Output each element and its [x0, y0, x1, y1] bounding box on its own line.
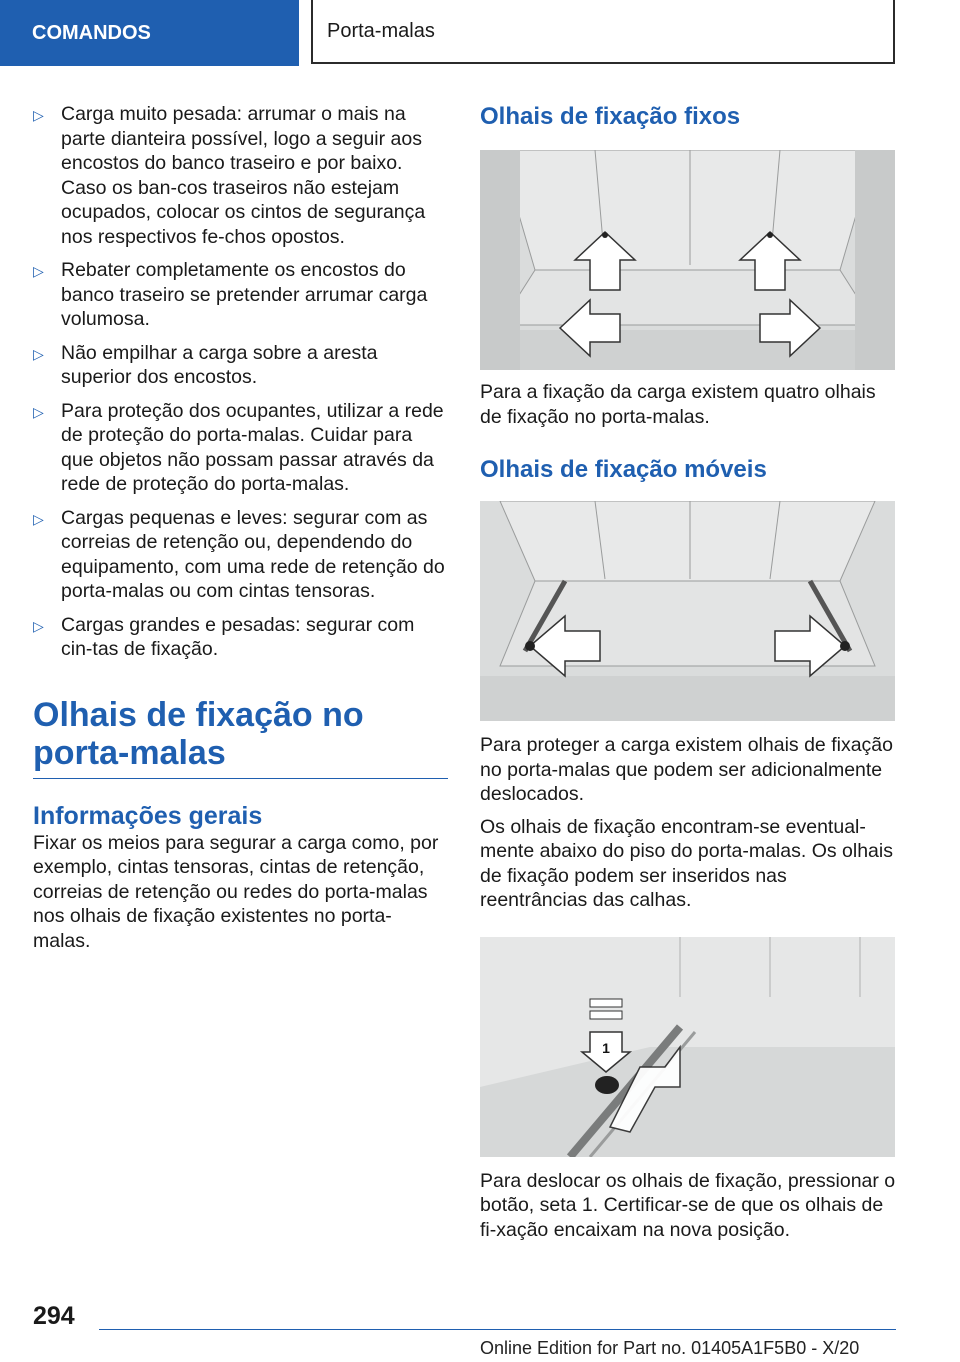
list-item-text: Rebater completamente os encostos do banco traseiro se pretender arrumar carga volumosa. [61, 259, 428, 330]
triangle-bullet-icon: ▷ [33, 263, 44, 279]
section-heading: Olhais de fixação no porta-malas [33, 696, 448, 779]
list-item [33, 258, 448, 332]
section-tab [0, 0, 299, 66]
list-item-text: Carga muito pesada: arrumar o mais na parte dianteira possível, logo a seguir aos encostos do banco traseiro e por baixo. Caso os ban‐cos traseiros não estejam ocupados, colocar os cintos de segurança nos respectivos fe‐chos opostos. [61, 103, 426, 248]
page-number: 294 [33, 1302, 75, 1330]
triangle-bullet-icon: ▷ [33, 617, 44, 634]
mobile-eyelets-text-2: Os olhais de fixação encontram-se eventual‐mente abaixo do piso do porta-malas. Os olhais de fixação podem ser inseridos nas reentrâncias das calhas. [480, 815, 893, 911]
triangle-bullet-icon: ▷ [33, 345, 44, 362]
list-item [33, 102, 448, 249]
list-item [33, 506, 448, 604]
list-item [33, 399, 448, 497]
move-eyelet-caption: Para deslocar os olhais de fixação, pressionar o botão, seta 1. Certificar-se de que os olhais de fi‐xação encaixam na nova posição. [480, 1169, 896, 1241]
mobile-eyelets-heading: Olhais de fixação móveis [480, 456, 767, 483]
fixed-eyelets-image [480, 150, 895, 370]
arrow-number-label: 1 [602, 1039, 610, 1056]
edition-footer: Online Edition for Part no. 01405A1F5B0 - X/20 [480, 1338, 860, 1358]
right-column [480, 102, 896, 1250]
left-column [33, 102, 448, 961]
bullet-list [33, 102, 448, 662]
list-item [33, 613, 448, 662]
rail-eyelet-image [480, 937, 895, 1157]
fixed-eyelets-heading: Olhais de fixação fixos [480, 103, 741, 130]
list-item [33, 341, 448, 390]
page-header-title: Porta-malas [327, 19, 435, 42]
mobile-eyelets-text-1: Para proteger a carga existem olhais de fixação no porta-malas que podem ser adicionalmente deslocados. [480, 734, 893, 805]
page-header [311, 0, 895, 64]
list-item-text: Para proteção dos ocupantes, utilizar a rede de proteção do porta-malas. Cuidar para que objetos não possam passar através da rede de proteção do porta-malas. [61, 399, 444, 495]
subsection-heading: Informações gerais [33, 801, 263, 830]
triangle-bullet-icon: ▷ [33, 403, 44, 420]
section-label: COMANDOS [32, 21, 151, 44]
fixed-eyelets-caption: Para a fixação da carga existem quatro olhais de fixação no porta-malas. [480, 381, 876, 428]
general-info-text: Fixar os meios para segurar a carga como, por exemplo, cintas tensoras, cintas de retenção, correias de retenção ou redes do porta-malas nos olhais de fixação existentes no porta-malas. [33, 831, 439, 952]
mobile-eyelets-image [480, 501, 895, 721]
list-item-text: Não empilhar a carga sobre a aresta superior dos encostos. [61, 341, 378, 388]
list-item-text: Cargas grandes e pesadas: segurar com cin‐tas de fixação. [61, 613, 415, 660]
triangle-bullet-icon: ▷ [33, 107, 44, 123]
footer-divider [99, 1329, 896, 1330]
list-item-text: Cargas pequenas e leves: segurar com as correias de retenção ou, dependendo do equipamento, com uma rede de retenção do porta-malas ou com cintas tensoras. [61, 506, 445, 602]
triangle-bullet-icon: ▷ [33, 510, 44, 527]
